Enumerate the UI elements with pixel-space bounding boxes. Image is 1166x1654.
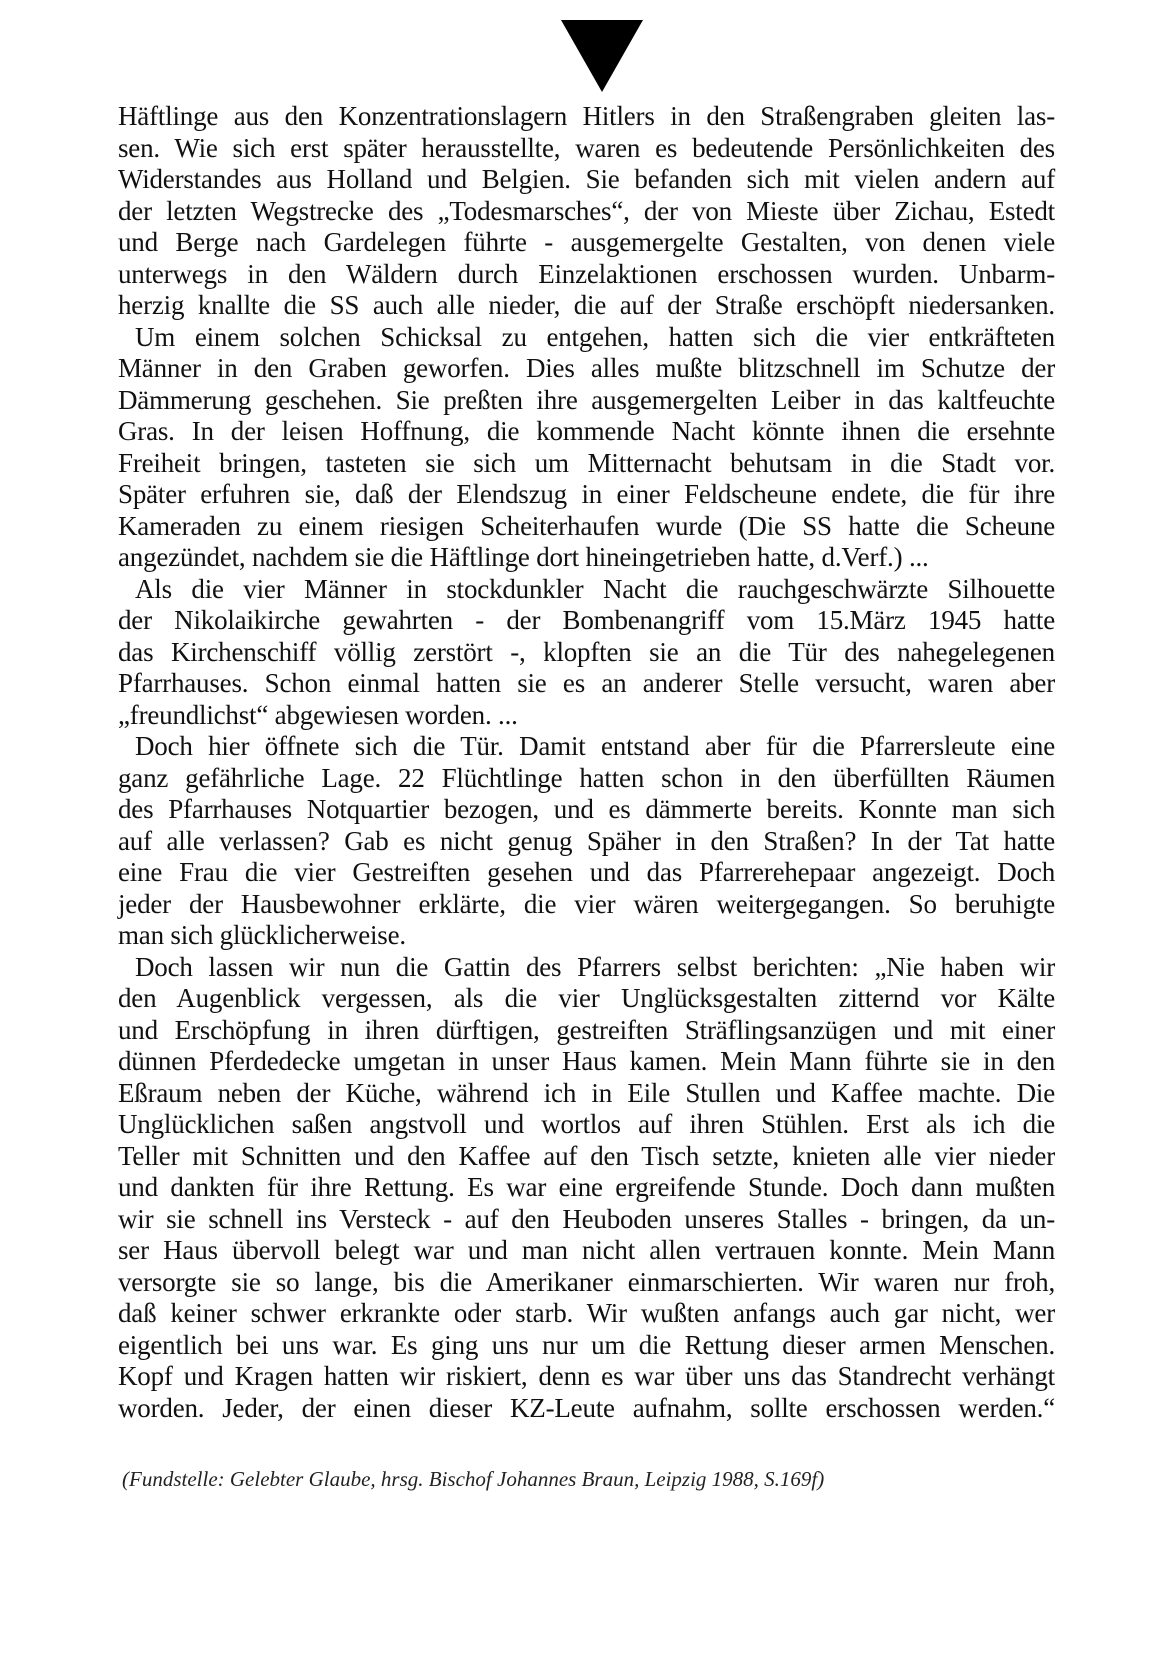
text-line: und dankten für ihre Rettung. Es war eine ergreifende Stunde. Doch dann mußten [118,1172,1055,1202]
text-line: der letzten Wegstrecke des „Todesmarsches“, der von Mieste über Zichau, Estedt [118,195,1055,226]
text-line: Pfarrhauses. Schon einmal hatten sie es an anderer Stelle versucht, waren aber [118,668,1055,698]
text-line: jeder der Hausbewohner erklärte, die vier wären weitergegangen. So beruhigte [118,888,1055,919]
source-note: (Fundstelle: Gelebter Glaube, hrsg. Bischof Johannes Braun, Leipzig 1988, S.169f) [122,1467,825,1491]
text-line: das Kirchenschiff völlig zerstört -, klopften sie an die Tür des nahegelegenen [118,636,1055,667]
text-line: worden. Jeder, der einen dieser KZ-Leute aufnahm, sollte erschossen werden.“ [118,1392,1055,1423]
text-line: Freiheit bringen, tasteten sie sich um Mitternacht behutsam in die Stadt vor. [118,447,1055,478]
text-line: herzig knallte die SS auch alle nieder, die auf der Straße erschöpft niedersanken. [118,290,1055,320]
text-line: Später erfuhren sie, daß der Elendszug in einer Feldscheune endete, die für ihre [118,479,1055,509]
text-line: daß keiner schwer erkrankte oder starb. Wir wußten anfangs auch gar nicht, wer [118,1298,1055,1328]
paragraph [118,731,1055,952]
text-line: Dämmerung geschehen. Sie preßten ihre ausgemergelten Leiber in das kaltfeuchte [118,384,1055,415]
text-line: man sich glücklicherweise. [118,920,406,950]
text-line: Doch hier öffnete sich die Tür. Damit entstand aber für die Pfarrersleute eine [135,731,1055,761]
text-line: ser Haus übervoll belegt war und man nicht allen vertrauen konnte. Mein Mann [118,1235,1055,1265]
text-line: Teller mit Schnitten und den Kaffee auf den Tisch setzte, knieten alle vier nieder [118,1140,1055,1171]
text-line: Männer in den Graben geworfen. Dies alles mußte blitzschnell im Schutze der [118,353,1055,383]
text-line: eine Frau die vier Gestreiften gesehen und das Pfarrerehepaar angezeigt. Doch [118,857,1055,887]
text-line: Widerstandes aus Holland und Belgien. Sie befanden sich mit vielen andern auf [118,164,1055,194]
text-line: des Pfarrhauses Notquartier bezogen, und es dämmerte bereits. Konnte man sich [118,794,1055,824]
text-line: dünnen Pferdedecke umgetan in unser Haus kamen. Mein Mann führte sie in den [118,1046,1055,1076]
paragraph [118,574,1055,732]
text-line: sen. Wie sich erst später herausstellte, waren es bedeutende Persönlichkeiten des [118,132,1055,163]
text-line: und Erschöpfung in ihren dürftigen, gestreiften Sträflingsanzügen und mit einer [118,1014,1055,1045]
text-line: Als die vier Männer in stockdunkler Nacht die rauchgeschwärzte Silhouette [135,573,1055,604]
triangle-down-icon [561,20,643,92]
text-line: Häftlinge aus den Konzentrationslagern Hitlers in den Straßengraben gleiten las- [118,101,1055,131]
paragraph [118,952,1055,1425]
text-line: auf alle verlassen? Gab es nicht genug Späher in den Straßen? In der Tat hatte [118,825,1055,856]
text-line: Gras. In der leisen Hoffnung, die kommende Nacht könnte ihnen die ersehnte [118,416,1055,446]
text-line: Kameraden zu einem riesigen Scheiterhaufen wurde (Die SS hatte die Scheune [118,510,1055,541]
text-line: angezündet, nachdem sie die Häftlinge dort hineingetrieben hatte, d.Verf.) ... [118,542,929,572]
text-line: versorgte sie so lange, bis die Amerikaner einmarschierten. Wir waren nur froh, [118,1266,1055,1297]
text-line: und Berge nach Gardelegen führte - ausgemergelte Gestalten, von denen viele [118,227,1055,257]
text-line: der Nikolaikirche gewahrten - der Bombenangriff vom 15.März 1945 hatte [118,605,1055,635]
text-line: ganz gefährliche Lage. 22 Flüchtlinge hatten schon in den überfüllten Räumen [118,762,1055,793]
text-line: wir sie schnell ins Versteck - auf den Heuboden unseres Stalles - bringen, da un- [118,1203,1055,1234]
text-line: Doch lassen wir nun die Gattin des Pfarrers selbst berichten: „Nie haben wir [135,951,1055,982]
text-line: den Augenblick vergessen, als die vier Unglücksgestalten zitternd vor Kälte [118,983,1055,1013]
text-line: „freundlichst“ abgewiesen worden. ... [118,699,518,730]
text-line: Um einem solchen Schicksal zu entgehen, hatten sich die vier entkräfteten [135,321,1055,352]
paragraph [118,322,1055,574]
text-line: eigentlich bei uns war. Es ging uns nur um die Rettung dieser armen Menschen. [118,1329,1055,1360]
body-text [118,101,1055,1424]
text-line: Eßraum neben der Küche, während ich in Eile Stullen und Kaffee machte. Die [118,1077,1055,1108]
text-line: Unglücklichen saßen angstvoll und wortlos auf ihren Stühlen. Erst als ich die [118,1109,1055,1139]
text-line: Kopf und Kragen hatten wir riskiert, denn es war über uns das Standrecht verhängt [118,1361,1055,1391]
paragraph [118,101,1055,322]
text-line: unterwegs in den Wäldern durch Einzelaktionen erschossen wurden. Unbarm- [118,258,1055,289]
